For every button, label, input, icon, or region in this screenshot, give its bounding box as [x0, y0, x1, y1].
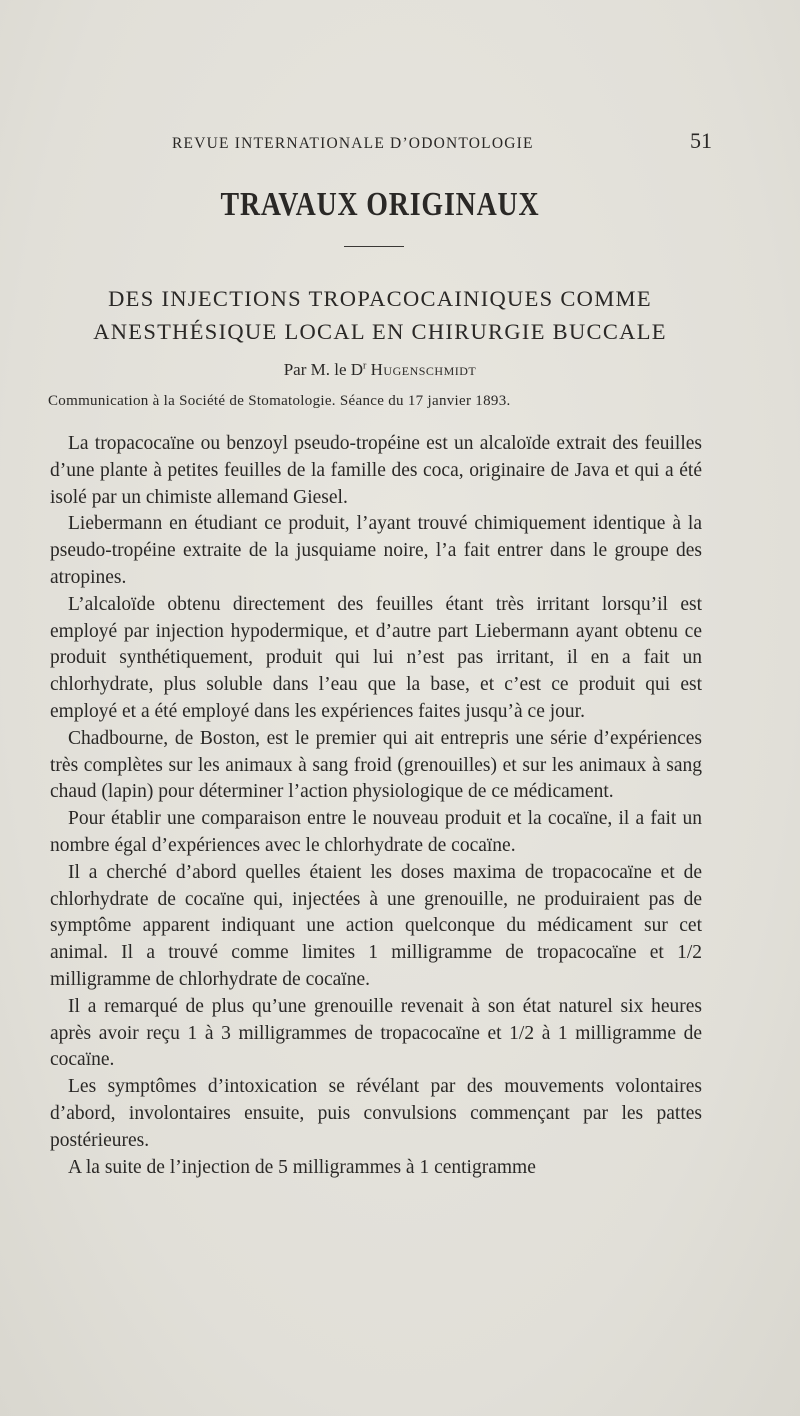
paragraph: L’alcaloïde obtenu directement des feuilles étant très irritant lorsqu’il est employé par injection hypodermique, et d’autre part Liebermann ayant obtenu ce produit synthétiquement, produit qui lui n’est pas irritant, il en a fait un chlorhydrate, plus soluble dans l’eau que la base, et c’est ce produit qui est employé et a été employé dans les expériences faites jusqu’à ce jour.: [50, 593, 702, 722]
article-body: [50, 431, 702, 1181]
title-divider: [344, 246, 404, 247]
paragraph: Il a cherché d’abord quelles étaient les doses maxima de tropacocaïne et de chlorhydrate de cocaïne qui, injectées à une grenouille, ne produiraient pas de symptôme apparent indiquant une action quelconque du médicament sur cet animal. Il a trouvé comme limites 1 milligramme de tropacocaïne et 1/2 milligramme de chlorhydrate de cocaïne.: [50, 861, 702, 990]
article-title-line-2: ANESTHÉSIQUE LOCAL EN CHIRURGIE BUCCALE: [93, 319, 667, 344]
paragraph: La tropacocaïne ou benzoyl pseudo-tropéine est un alcaloïde extrait des feuilles d’une plante à petites feuilles de la famille des coca, originaire de Java et qui a été isolé par un chimiste allemand Giesel.: [50, 433, 702, 508]
paragraph: Liebermann en étudiant ce produit, l’ayant trouvé chimiquement identique à la pseudo-tropéine extraite de la jusquiame noire, l’a fait entrer dans le groupe des atropines.: [50, 513, 702, 588]
section-title: TRAVAUX ORIGINAUX: [220, 186, 540, 223]
paragraph: Il a remarqué de plus qu’une grenouille revenait à son état naturel six heures après avoir reçu 1 à 3 milligrammes de tropacocaïne et 1/2 à 1 milligramme de cocaïne.: [50, 995, 702, 1071]
byline-prefix: Par M. le D: [283, 360, 364, 379]
byline-superscript: r: [363, 360, 367, 372]
paragraph: A la suite de l’injection de 5 milligrammes à 1 centigramme: [68, 1156, 536, 1178]
author-name: Hugenschmidt: [370, 360, 477, 379]
paragraph: Chadbourne, de Boston, est le premier qui ait entrepris une série d’expériences très complètes sur les animaux à sang froid (grenouilles) et sur les animaux à sang chaud (lapin) pour déterminer l’action physiologique de ce médicament.: [50, 727, 702, 803]
communication-note: Communication à la Société de Stomatologie. Séance du 17 janvier 1893.: [48, 393, 511, 409]
article-title-line-1: DES INJECTIONS TROPACOCAINIQUES COMME: [108, 286, 652, 311]
paragraph: Pour établir une comparaison entre le nouveau produit et la cocaïne, il a fait un nombre égal d’expériences avec le chlorhydrate de cocaïne.: [50, 808, 702, 856]
article-title: [50, 282, 710, 348]
paragraph: Les symptômes d’intoxication se révélant par des mouvements volontaires d’abord, involontaires ensuite, puis convulsions commençant par les pattes postérieures.: [50, 1076, 702, 1151]
running-header: [172, 128, 712, 154]
byline: [50, 360, 710, 380]
page-number: 51: [690, 128, 712, 153]
journal-title: REVUE INTERNATIONALE D’ODONTOLOGIE: [172, 135, 534, 152]
